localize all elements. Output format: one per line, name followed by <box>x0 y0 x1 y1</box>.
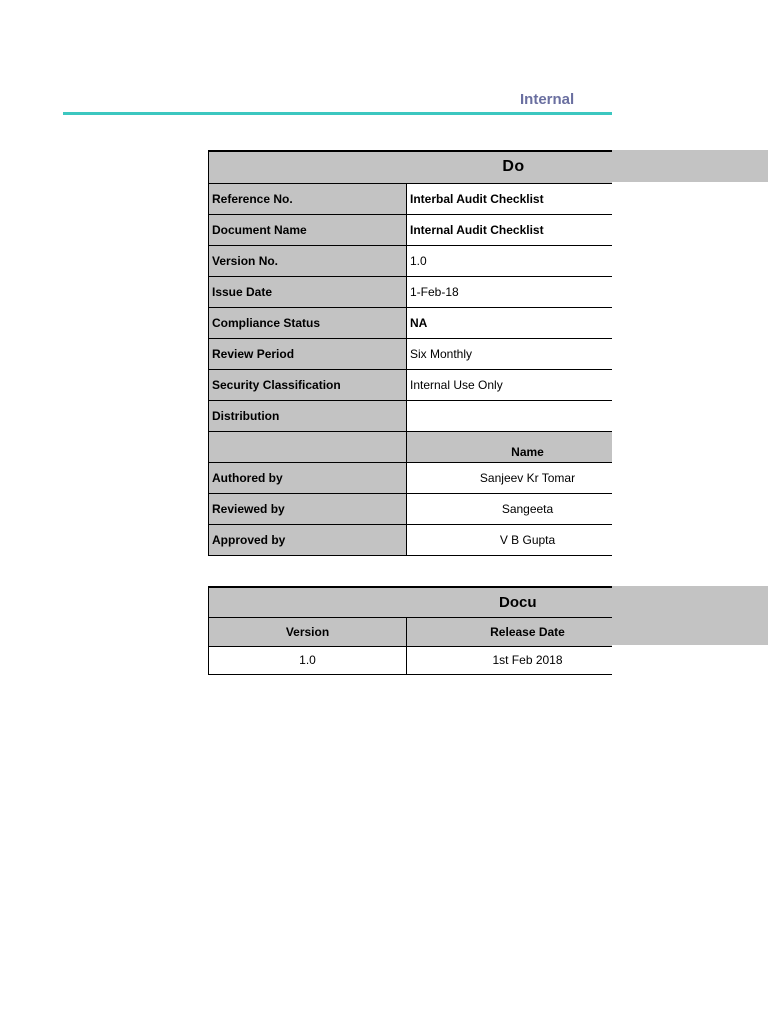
field-label: Version No. <box>209 245 407 276</box>
role-label: Approved by <box>209 524 407 555</box>
document-control-title-text: Do <box>502 158 525 176</box>
document-control-table <box>208 150 612 556</box>
field-value-distribution <box>407 400 613 431</box>
table-row <box>209 338 613 369</box>
history-version: 1.0 <box>209 646 407 674</box>
history-band-overflow <box>612 586 768 645</box>
field-value-compliance: NA <box>407 307 613 338</box>
history-release-date: 1st Feb 2018 <box>407 646 613 674</box>
field-label: Review Period <box>209 338 407 369</box>
table-title-row <box>209 151 613 183</box>
empty-header-cell <box>209 431 407 462</box>
field-value-review-period: Six Monthly <box>407 338 613 369</box>
field-label: Compliance Status <box>209 307 407 338</box>
table-row <box>209 369 613 400</box>
role-label: Authored by <box>209 462 407 493</box>
table-row <box>209 183 613 214</box>
person-name: V B Gupta <box>407 524 613 555</box>
column-header-version: Version <box>209 617 407 646</box>
table-row <box>209 400 613 431</box>
field-label: Distribution <box>209 400 407 431</box>
table-row <box>209 431 613 462</box>
table-row <box>209 245 613 276</box>
role-label: Reviewed by <box>209 493 407 524</box>
field-value-version: 1.0 <box>407 245 613 276</box>
field-label: Reference No. <box>209 183 407 214</box>
document-control-title <box>209 151 613 183</box>
header-rule <box>63 112 612 115</box>
field-value-security: Internal Use Only <box>407 369 613 400</box>
document-history-table <box>208 586 612 675</box>
field-label: Document Name <box>209 214 407 245</box>
table-row <box>209 214 613 245</box>
table-row <box>209 462 613 493</box>
table-row <box>209 307 613 338</box>
table-title-row <box>209 587 613 617</box>
person-name: Sangeeta <box>407 493 613 524</box>
field-label: Security Classification <box>209 369 407 400</box>
table-row <box>209 493 613 524</box>
table-row <box>209 646 613 674</box>
table-row <box>209 276 613 307</box>
name-column-header: Name <box>407 431 613 462</box>
field-label: Issue Date <box>209 276 407 307</box>
title-band-overflow <box>612 150 768 182</box>
person-name: Sanjeev Kr Tomar <box>407 462 613 493</box>
document-history-title: Docu <box>209 587 613 617</box>
column-header-release-date: Release Date <box>407 617 613 646</box>
field-value-issue-date: 1-Feb-18 <box>407 276 613 307</box>
table-row <box>209 524 613 555</box>
field-value-reference: Interbal Audit Checklist <box>407 183 613 214</box>
field-value-document-name: Internal Audit Checklist <box>407 214 613 245</box>
table-header-row <box>209 617 613 646</box>
page-header-title: Internal <box>520 91 575 108</box>
